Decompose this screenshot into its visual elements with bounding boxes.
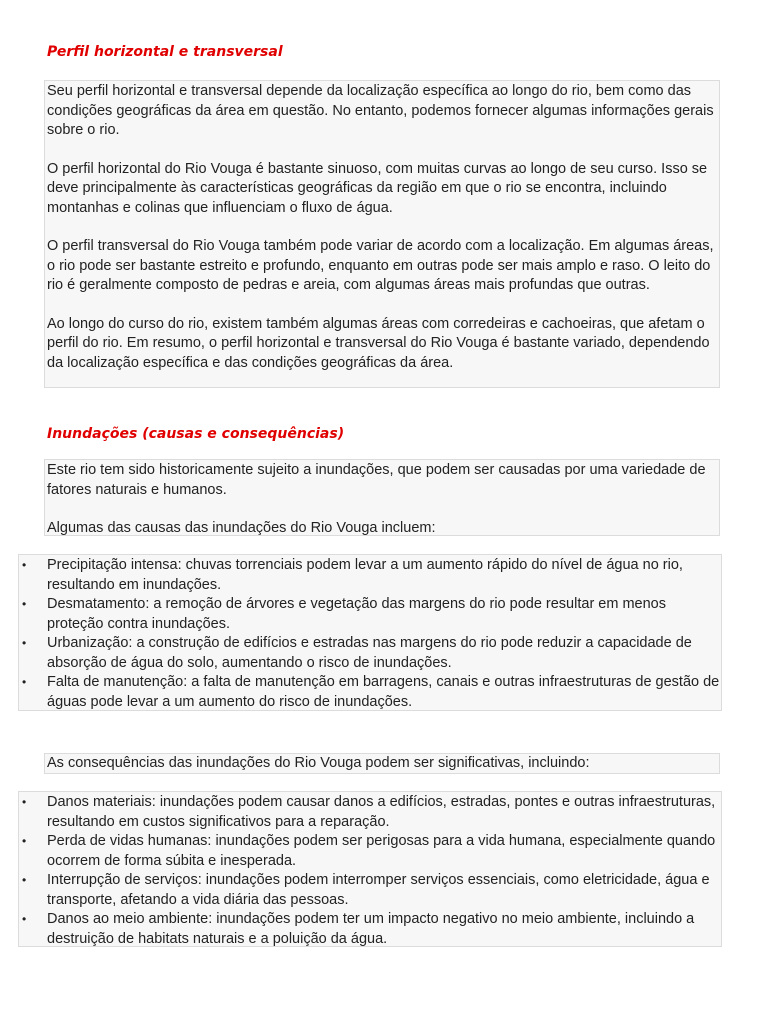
bullet-icon: • — [22, 636, 27, 650]
consequence-text: Interrupção de serviços: inundações podem interromper serviços essenciais, como eletricidade, água e transporte, afetando a vida diária das pessoas. — [47, 872, 710, 908]
list-item — [19, 556, 721, 595]
consequences-list-box — [18, 791, 722, 947]
cause-text: Precipitação intensa: chuvas torrenciais podem levar a um aumento rápido do nível de água no rio, resultando em inundações. — [47, 557, 683, 593]
bullet-icon: • — [22, 795, 27, 809]
causes-list — [19, 556, 721, 712]
paragraph: O perfil transversal do Rio Vouga também pode variar de acordo com a localização. Em algumas áreas, o rio pode ser bastante estreito e profundo, enquanto em outras pode ser mais amplo e raso. O leito do rio é geralmente composto de pedras e areia, com algumas áreas mais profundas que outras. — [47, 238, 714, 293]
bullet-icon: • — [22, 558, 27, 572]
bullet-icon: • — [22, 873, 27, 887]
list-item — [19, 634, 721, 673]
bullet-icon: • — [22, 834, 27, 848]
paragraph: Ao longo do curso do rio, existem também algumas áreas com corredeiras e cachoeiras, que afetam o perfil do rio. Em resumo, o perfil horizontal e transversal do Rio Vouga é bastante variado, dependendo da localização específica e das condições geográficas da área. — [47, 315, 710, 371]
consequences-list — [19, 793, 721, 949]
paragraph: Este rio tem sido historicamente sujeito a inundações, que podem ser causadas por uma variedade de fatores naturais e humanos. — [47, 462, 706, 498]
bullet-icon: • — [22, 675, 27, 689]
perfil-text-box — [44, 80, 720, 388]
cause-text: Falta de manutenção: a falta de manutenção em barragens, canais e outras infraestruturas de gestão de águas pode levar a um aumento do risco de inundações. — [47, 674, 720, 710]
list-item — [19, 871, 721, 910]
bullet-icon: • — [22, 912, 27, 926]
cause-text: Desmatamento: a remoção de árvores e vegetação das margens do rio pode resultar em menos proteção contra inundações. — [47, 596, 666, 632]
section-title-perfil: Perfil horizontal e transversal — [47, 44, 283, 60]
paragraph: As consequências das inundações do Rio Vouga podem ser significativas, incluindo: — [47, 755, 590, 771]
consequence-text: Danos ao meio ambiente: inundações podem ter um impacto negativo no meio ambiente, incluindo a destruição de habitats naturais e a poluição da água. — [47, 911, 695, 947]
consequence-text: Danos materiais: inundações podem causar danos a edifícios, estradas, pontes e outras infraestruturas, resultando em custos significativos para a reparação. — [47, 794, 716, 830]
list-item — [19, 673, 721, 712]
paragraph: Algumas das causas das inundações do Rio Vouga incluem: — [47, 520, 436, 536]
paragraph: O perfil horizontal do Rio Vouga é bastante sinuoso, com muitas curvas ao longo de seu curso. Isso se deve principalmente às características geográficas da região em que o rio se encontra, incluindo montanhas e colinas que influenciam o fluxo de água. — [47, 160, 708, 216]
list-item — [19, 793, 721, 832]
list-item — [19, 832, 721, 871]
consequence-text: Perda de vidas humanas: inundações podem ser perigosas para a vida humana, especialmente quando ocorrem de forma súbita e inesperada. — [47, 833, 716, 869]
list-item — [19, 595, 721, 634]
causes-list-box — [18, 554, 722, 711]
section-title-inundacoes: Inundações (causas e consequências) — [47, 426, 345, 442]
inundacoes-intro-box — [44, 459, 720, 536]
consequences-intro-box — [44, 753, 720, 774]
list-item — [19, 910, 721, 949]
paragraph: Seu perfil horizontal e transversal depende da localização específica ao longo do rio, bem como das condições geográficas da área em questão. No entanto, podemos fornecer algumas informações gerais sobre o rio. — [47, 83, 714, 138]
cause-text: Urbanização: a construção de edifícios e estradas nas margens do rio pode reduzir a capacidade de absorção de água do solo, aumentando o risco de inundações. — [47, 635, 692, 671]
bullet-icon: • — [22, 597, 27, 611]
